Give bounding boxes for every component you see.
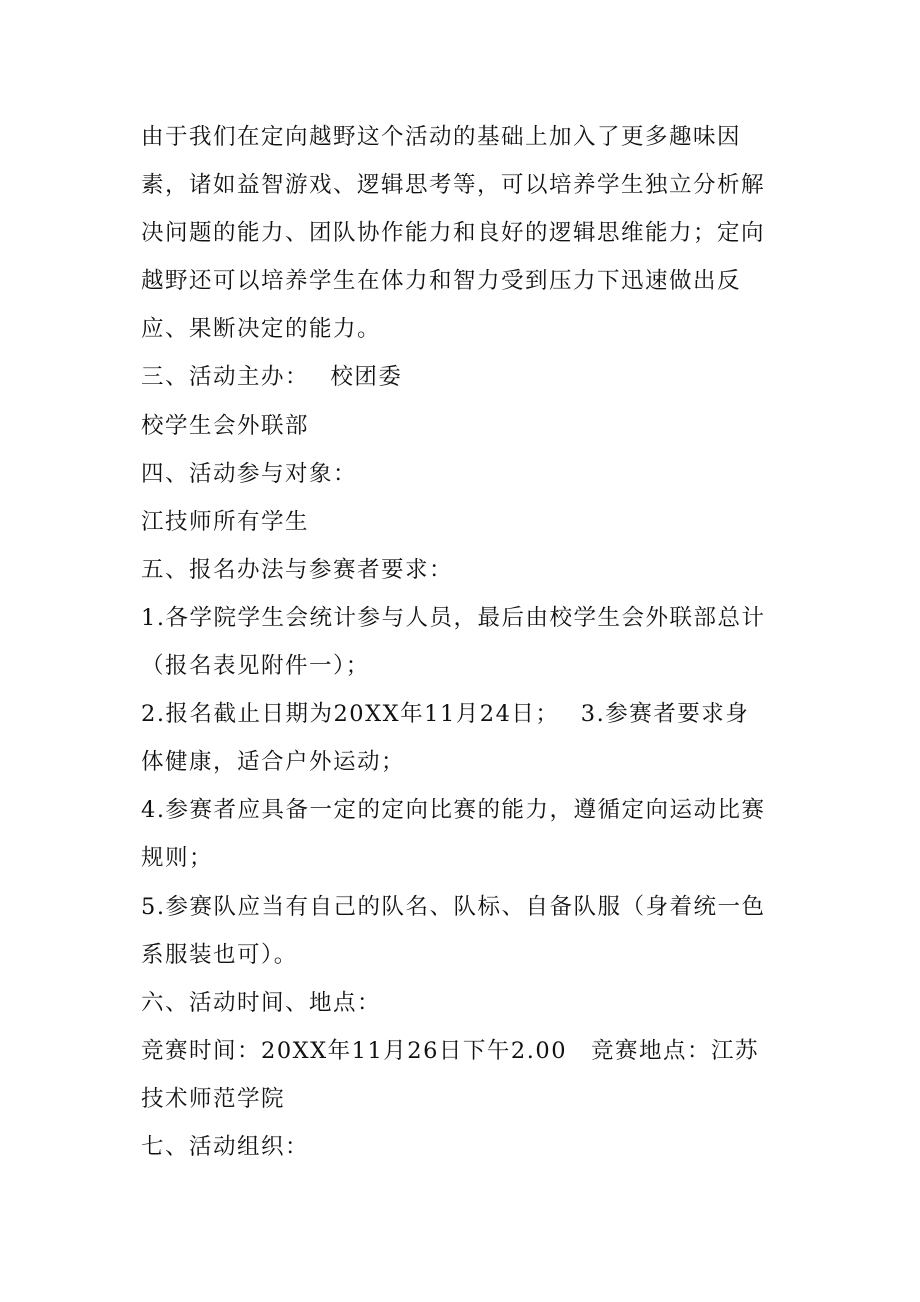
- text-line: 规则；: [141, 845, 214, 872]
- section-heading-participants: 四、活动参与对象：: [141, 460, 358, 487]
- text-line: 系服装也可）。: [141, 941, 298, 968]
- text-line: （报名表见附件一）；: [141, 653, 370, 680]
- list-item-1: 1.各学院学生会统计参与人员，最后由校学生会外联部总计: [141, 604, 766, 631]
- text-line: 越野还可以培养学生在体力和智力受到压力下迅速做出反: [141, 268, 742, 295]
- document-body: [141, 113, 786, 1171]
- section-heading-time-place: 六、活动时间、地点：: [141, 989, 382, 1016]
- section-heading-organizer: 三、活动主办： 校团委: [141, 364, 403, 391]
- text-line: 由于我们在定向越野这个活动的基础上加入了更多趣味因: [141, 124, 742, 150]
- list-item-2: 2.报名截止日期为20XX年11月24日； 3.参赛者要求身: [141, 701, 750, 728]
- text-line: 技术师范学院: [141, 1085, 286, 1112]
- list-item-4: 4.参赛者应具备一定的定向比赛的能力，遵循定向运动比赛: [141, 797, 766, 824]
- text-line: 校学生会外联部: [141, 412, 310, 439]
- text-line: 江技师所有学生: [141, 508, 310, 535]
- text-line: 素，诸如益智游戏、逻辑思考等，可以培养学生独立分析解: [141, 172, 766, 199]
- section-heading-registration: 五、报名办法与参赛者要求：: [141, 556, 454, 583]
- list-item-5: 5.参赛队应当有自己的队名、队标、自备队服（身着统一色: [141, 893, 766, 920]
- section-heading-organization: 七、活动组织：: [141, 1133, 310, 1160]
- text-line: 体健康，适合户外运动；: [141, 749, 406, 776]
- text-line: 应、果断决定的能力。: [141, 316, 382, 343]
- text-line: 竞赛时间：20XX年11月26日下午2.00 竞赛地点：江苏: [141, 1037, 760, 1064]
- text-line: 决问题的能力、团队协作能力和良好的逻辑思维能力；定向: [141, 220, 766, 247]
